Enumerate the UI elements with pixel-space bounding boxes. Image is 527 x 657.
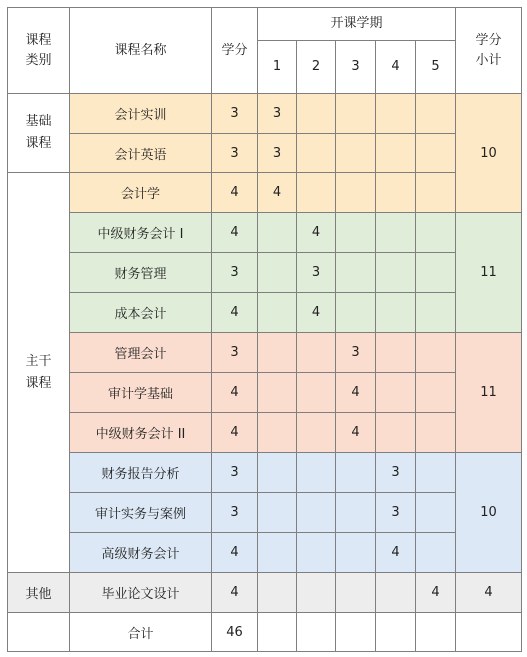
semester-cell (376, 253, 416, 293)
semester-cell (336, 213, 376, 253)
semester-cell (376, 413, 416, 453)
semester-cell: 4 (416, 573, 456, 613)
total-empty-cell (258, 613, 297, 652)
table-row (8, 213, 522, 253)
total-credit: 46 (212, 613, 258, 652)
course-credit: 3 (212, 493, 258, 533)
semester-cell (297, 573, 336, 613)
semester-cell (416, 253, 456, 293)
semester-cell (336, 134, 376, 173)
total-empty-cell (8, 613, 70, 652)
semester-cell (416, 293, 456, 333)
table-row (8, 413, 522, 453)
semester-cell (416, 373, 456, 413)
table-row (8, 293, 522, 333)
table-row (8, 173, 522, 213)
course-credit: 4 (212, 173, 258, 213)
semester-cell (336, 94, 376, 134)
semester-cell: 4 (336, 373, 376, 413)
header-semester-2: 2 (297, 41, 336, 94)
course-name: 会计英语 (70, 134, 212, 173)
course-credit: 4 (212, 533, 258, 573)
header-subtotal-line2: 小计 (475, 52, 502, 68)
subtotal-cell: 4 (456, 573, 522, 613)
header-semester-1: 1 (258, 41, 297, 94)
course-name: 审计学基础 (70, 373, 212, 413)
course-name: 审计实务与案例 (70, 493, 212, 533)
semester-cell (297, 373, 336, 413)
header-semester-3: 3 (336, 41, 376, 94)
category-main-line2: 课程 (25, 375, 52, 391)
semester-cell (416, 173, 456, 213)
course-name: 会计实训 (70, 94, 212, 134)
semester-cell: 4 (336, 413, 376, 453)
semester-cell (376, 373, 416, 413)
course-name: 毕业论文设计 (70, 573, 212, 613)
semester-cell (258, 373, 297, 413)
category-main (8, 173, 70, 573)
semester-cell (258, 293, 297, 333)
course-credit: 3 (212, 453, 258, 493)
semester-cell (297, 173, 336, 213)
subtotal-cell: 11 (456, 333, 522, 453)
semester-cell (297, 333, 336, 373)
category-other: 其他 (8, 573, 70, 613)
semester-cell (376, 333, 416, 373)
subtotal-cell: 10 (456, 94, 522, 213)
semester-cell (416, 533, 456, 573)
course-credit: 3 (212, 94, 258, 134)
semester-cell: 4 (297, 213, 336, 253)
course-credit: 4 (212, 573, 258, 613)
total-empty-cell (336, 613, 376, 652)
total-empty-cell (416, 613, 456, 652)
course-name: 管理会计 (70, 333, 212, 373)
semester-cell (376, 213, 416, 253)
table-row (8, 573, 522, 613)
semester-cell (376, 293, 416, 333)
header-credit: 学分 (212, 8, 258, 94)
semester-cell (336, 533, 376, 573)
semester-cell: 3 (258, 94, 297, 134)
semester-cell (376, 134, 416, 173)
semester-cell (336, 493, 376, 533)
semester-cell (258, 253, 297, 293)
semester-cell (258, 533, 297, 573)
semester-cell (258, 573, 297, 613)
course-credit: 3 (212, 253, 258, 293)
total-empty-cell (297, 613, 336, 652)
course-name: 财务报告分析 (70, 453, 212, 493)
header-category-line1: 课程 (25, 32, 52, 48)
table-row (8, 253, 522, 293)
subtotal-cell: 10 (456, 453, 522, 573)
semester-cell (336, 173, 376, 213)
header-semester-group: 开课学期 (258, 8, 456, 41)
course-name: 财务管理 (70, 253, 212, 293)
semester-cell (297, 134, 336, 173)
category-basic (8, 94, 70, 173)
semester-cell (416, 333, 456, 373)
semester-cell (376, 173, 416, 213)
course-credit-table (7, 7, 522, 652)
semester-cell (416, 453, 456, 493)
semester-cell (336, 453, 376, 493)
semester-cell: 3 (297, 253, 336, 293)
semester-cell (258, 333, 297, 373)
semester-cell: 3 (376, 493, 416, 533)
total-empty-cell (456, 613, 522, 652)
semester-cell (258, 213, 297, 253)
semester-cell: 3 (376, 453, 416, 493)
semester-cell (416, 134, 456, 173)
semester-cell (416, 413, 456, 453)
semester-cell (376, 573, 416, 613)
total-label: 合计 (70, 613, 212, 652)
semester-cell (416, 213, 456, 253)
semester-cell: 4 (258, 173, 297, 213)
semester-cell (416, 493, 456, 533)
semester-cell: 4 (297, 293, 336, 333)
semester-cell (297, 453, 336, 493)
course-name: 高级财务会计 (70, 533, 212, 573)
semester-cell (336, 253, 376, 293)
semester-cell (297, 413, 336, 453)
semester-cell (416, 94, 456, 134)
semester-cell (297, 493, 336, 533)
total-empty-cell (376, 613, 416, 652)
semester-cell: 3 (336, 333, 376, 373)
header-subtotal-line1: 学分 (475, 32, 502, 48)
course-name: 中级财务会计 I (70, 213, 212, 253)
course-name: 中级财务会计 II (70, 413, 212, 453)
header-category (8, 8, 70, 94)
table-row (8, 94, 522, 134)
subtotal-cell: 11 (456, 213, 522, 333)
semester-cell (336, 573, 376, 613)
course-name: 成本会计 (70, 293, 212, 333)
category-basic-line1: 基础 (25, 114, 52, 129)
total-row (8, 613, 522, 652)
table-row (8, 453, 522, 493)
header-course-name: 课程名称 (70, 8, 212, 94)
semester-cell: 3 (258, 134, 297, 173)
table-row (8, 373, 522, 413)
header-subtotal (456, 8, 522, 94)
semester-cell (297, 94, 336, 134)
semester-cell (258, 453, 297, 493)
table-row (8, 493, 522, 533)
table-row (8, 533, 522, 573)
course-credit: 3 (212, 134, 258, 173)
course-credit: 4 (212, 373, 258, 413)
semester-cell (258, 413, 297, 453)
header-semester-4: 4 (376, 41, 416, 94)
header-row-1 (8, 8, 522, 41)
category-basic-line2: 课程 (25, 136, 52, 151)
semester-cell (297, 533, 336, 573)
course-credit: 3 (212, 333, 258, 373)
semester-cell (258, 493, 297, 533)
table-row (8, 134, 522, 173)
category-main-line1: 主干 (25, 353, 52, 369)
header-category-line2: 类别 (25, 52, 52, 68)
semester-cell: 4 (376, 533, 416, 573)
course-name: 会计学 (70, 173, 212, 213)
semester-cell (376, 94, 416, 134)
header-semester-5: 5 (416, 41, 456, 94)
course-table-container (7, 7, 522, 652)
course-credit: 4 (212, 413, 258, 453)
course-credit: 4 (212, 213, 258, 253)
semester-cell (336, 293, 376, 333)
table-row (8, 333, 522, 373)
course-credit: 4 (212, 293, 258, 333)
